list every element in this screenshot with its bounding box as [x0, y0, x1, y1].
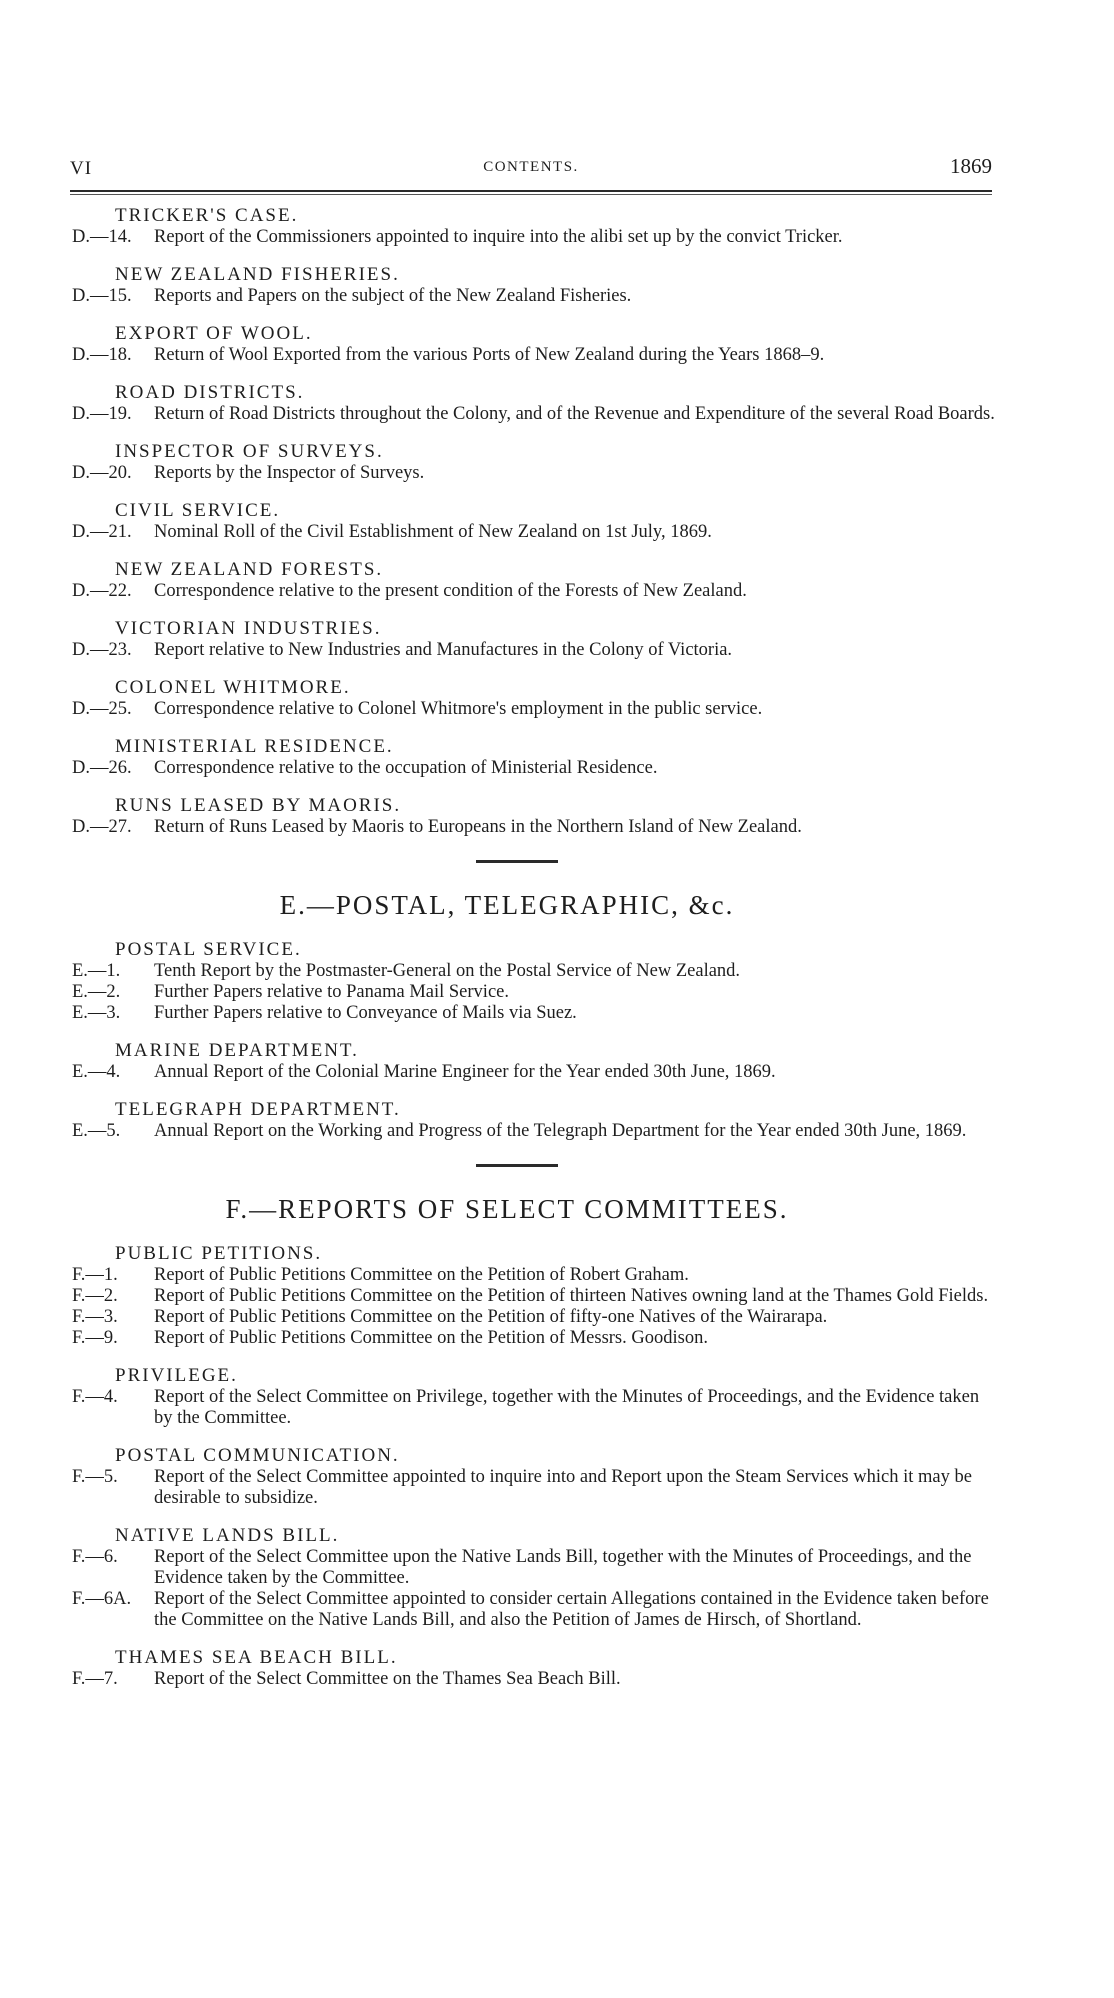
header-rule [70, 190, 992, 192]
paper-code: D.—20. [72, 463, 132, 483]
paper-code: F.—1. [72, 1265, 118, 1285]
paper-title: Nominal Roll of the Civil Establishment of New Zealand on 1st July, 1869. [154, 522, 712, 542]
paper-title: Report of the Select Committee on the Thames Sea Beach Bill. [154, 1669, 621, 1689]
contents-entry [72, 1387, 1002, 1429]
group-heading: POSTAL SERVICE. [115, 939, 302, 960]
contents-group [72, 205, 1002, 248]
paper-title: Report of Public Petitions Committee on the Petition of fifty-one Natives of the Wairarapa. [154, 1307, 828, 1327]
group-heading: CIVIL SERVICE. [115, 500, 281, 521]
group-heading: EXPORT OF WOOL. [115, 323, 313, 344]
contents-entry [72, 1467, 1002, 1509]
paper-title: Tenth Report by the Postmaster-General on the Postal Service of New Zealand. [154, 961, 741, 981]
section-e [72, 939, 1002, 1142]
section-d-continued [72, 205, 1002, 838]
group-heading: VICTORIAN INDUSTRIES. [115, 618, 382, 639]
paper-title: Report of Public Petitions Committee on the Petition of thirteen Natives owning land at the Thames Gold Fields. [154, 1286, 989, 1306]
paper-code: E.—1. [72, 961, 121, 981]
contents-group [72, 939, 1002, 1024]
paper-code: D.—15. [72, 286, 132, 306]
group-heading: POSTAL COMMUNICATION. [115, 1445, 400, 1466]
paper-title: Reports by the Inspector of Surveys. [154, 463, 425, 483]
paper-code: D.—27. [72, 817, 132, 837]
contents-group [72, 1243, 1002, 1349]
contents-entry [72, 640, 1002, 661]
contents-group [72, 323, 1002, 366]
contents-group [72, 500, 1002, 543]
paper-title: Report of the Select Committee upon the Native Lands Bill, together with the Minutes of Proceedings, and the Evidence taken by the Committee. [154, 1547, 972, 1588]
contents-group [72, 1099, 1002, 1142]
contents-entry [72, 1328, 1002, 1349]
page-header [70, 154, 992, 184]
paper-code: D.—26. [72, 758, 132, 778]
group-heading: TELEGRAPH DEPARTMENT. [115, 1099, 401, 1120]
paper-title: Annual Report on the Working and Progress of the Telegraph Department for the Year ended 30th June, 1869. [154, 1121, 967, 1141]
group-heading: NATIVE LANDS BILL. [115, 1525, 340, 1546]
group-heading: TRICKER'S CASE. [115, 205, 299, 226]
paper-title: Report relative to New Industries and Manufactures in the Colony of Victoria. [154, 640, 733, 660]
contents-entry [72, 817, 1002, 838]
contents-entry [72, 1547, 1002, 1589]
contents-entry [72, 699, 1002, 720]
contents-group [72, 1525, 1002, 1631]
header-rule-thin [70, 194, 992, 195]
group-heading: INSPECTOR OF SURVEYS. [115, 441, 384, 462]
paper-code: F.—3. [72, 1307, 118, 1327]
contents-group [72, 736, 1002, 779]
group-heading: RUNS LEASED BY MAORIS. [115, 795, 402, 816]
contents-entry [72, 1286, 1002, 1307]
paper-code: D.—21. [72, 522, 132, 542]
section-title-f: F.—REPORTS OF SELECT COMMITTEES. [225, 1194, 789, 1224]
running-title: CONTENTS. [483, 159, 579, 175]
group-heading: PRIVILEGE. [115, 1365, 238, 1386]
contents-group [72, 1365, 1002, 1429]
paper-title: Correspondence relative to Colonel Whitmore's employment in the public service. [154, 699, 763, 719]
paper-code: D.—19. [72, 404, 132, 424]
contents-entry [72, 227, 1002, 248]
paper-code: D.—23. [72, 640, 132, 660]
page-number: VI [70, 158, 93, 179]
contents-entry [72, 961, 1002, 982]
group-heading: PUBLIC PETITIONS. [115, 1243, 323, 1264]
paper-title: Report of the Select Committee appointed to inquire into and Report upon the Steam Services which it may be desirable to subsidize. [154, 1467, 972, 1508]
paper-code: F.—2. [72, 1286, 118, 1306]
paper-code: F.—4. [72, 1387, 118, 1407]
paper-title: Report of the Select Committee on Privilege, together with the Minutes of Proceedings, and the Evidence taken by the Committee. [154, 1387, 980, 1428]
contents-group [72, 441, 1002, 484]
paper-title: Reports and Papers on the subject of the New Zealand Fisheries. [154, 286, 632, 306]
paper-title: Further Papers relative to Panama Mail Service. [154, 982, 509, 1002]
paper-title: Further Papers relative to Conveyance of Mails via Suez. [154, 1003, 577, 1023]
contents-entry [72, 1669, 1002, 1690]
group-heading: THAMES SEA BEACH BILL. [115, 1647, 398, 1668]
paper-title: Return of Road Districts throughout the Colony, and of the Revenue and Expenditure of the several Road Boards. [154, 404, 995, 424]
paper-code: D.—25. [72, 699, 132, 719]
paper-code: D.—14. [72, 227, 132, 247]
group-heading: ROAD DISTRICTS. [115, 382, 305, 403]
contents-entry [72, 581, 1002, 602]
paper-code: E.—2. [72, 982, 121, 1002]
group-heading: NEW ZEALAND FORESTS. [115, 559, 384, 580]
paper-title: Report of the Commissioners appointed to inquire into the alibi set up by the convict Tricker. [154, 227, 843, 247]
contents-entry [72, 1265, 1002, 1286]
paper-code: D.—22. [72, 581, 132, 601]
paper-code: E.—3. [72, 1003, 121, 1023]
contents-entry [72, 758, 1002, 779]
contents-entry [72, 404, 1002, 425]
paper-code: F.—6A. [72, 1589, 132, 1609]
paper-code: F.—5. [72, 1467, 118, 1487]
paper-title: Return of Wool Exported from the various Ports of New Zealand during the Years 1868–9. [154, 345, 825, 365]
section-f [72, 1243, 1002, 1690]
paper-code: F.—9. [72, 1328, 118, 1348]
section-divider [476, 860, 558, 863]
paper-code: F.—6. [72, 1547, 118, 1567]
year: 1869 [950, 154, 992, 178]
paper-title: Report of the Select Committee appointed to consider certain Allegations contained in the Evidence taken before the Committee on the Native Lands Bill, and also the Petition of James de Hirsch, of Shortland. [154, 1589, 989, 1630]
contents-group [72, 264, 1002, 307]
contents-entry [72, 1589, 1002, 1631]
section-title-e: E.—POSTAL, TELEGRAPHIC, &c. [279, 890, 735, 920]
paper-title: Report of Public Petitions Committee on the Petition of Robert Graham. [154, 1265, 689, 1285]
contents-entry [72, 1307, 1002, 1328]
contents-entry [72, 345, 1002, 366]
contents-group [72, 1445, 1002, 1509]
group-heading: NEW ZEALAND FISHERIES. [115, 264, 400, 285]
contents-group [72, 1040, 1002, 1083]
contents-entry [72, 522, 1002, 543]
contents-group [72, 618, 1002, 661]
paper-code: E.—5. [72, 1121, 121, 1141]
paper-title: Report of Public Petitions Committee on the Petition of Messrs. Goodison. [154, 1328, 708, 1348]
paper-code: D.—18. [72, 345, 132, 365]
contents-group [72, 1647, 1002, 1690]
contents-body [72, 205, 1002, 1706]
contents-group [72, 559, 1002, 602]
group-heading: MARINE DEPARTMENT. [115, 1040, 359, 1061]
paper-title: Correspondence relative to the occupation of Ministerial Residence. [154, 758, 658, 778]
contents-group [72, 795, 1002, 838]
section-divider [476, 1164, 558, 1167]
group-heading: MINISTERIAL RESIDENCE. [115, 736, 394, 757]
contents-entry [72, 286, 1002, 307]
paper-title: Annual Report of the Colonial Marine Engineer for the Year ended 30th June, 1869. [154, 1062, 776, 1082]
contents-entry [72, 1003, 1002, 1024]
group-heading: COLONEL WHITMORE. [115, 677, 351, 698]
contents-group [72, 677, 1002, 720]
contents-entry [72, 982, 1002, 1003]
contents-entry [72, 1062, 1002, 1083]
contents-entry [72, 463, 1002, 484]
contents-group [72, 382, 1002, 425]
paper-title: Correspondence relative to the present condition of the Forests of New Zealand. [154, 581, 747, 601]
contents-entry [72, 1121, 1002, 1142]
paper-code: F.—7. [72, 1669, 118, 1689]
paper-code: E.—4. [72, 1062, 121, 1082]
paper-title: Return of Runs Leased by Maoris to Europeans in the Northern Island of New Zealand. [154, 817, 802, 837]
